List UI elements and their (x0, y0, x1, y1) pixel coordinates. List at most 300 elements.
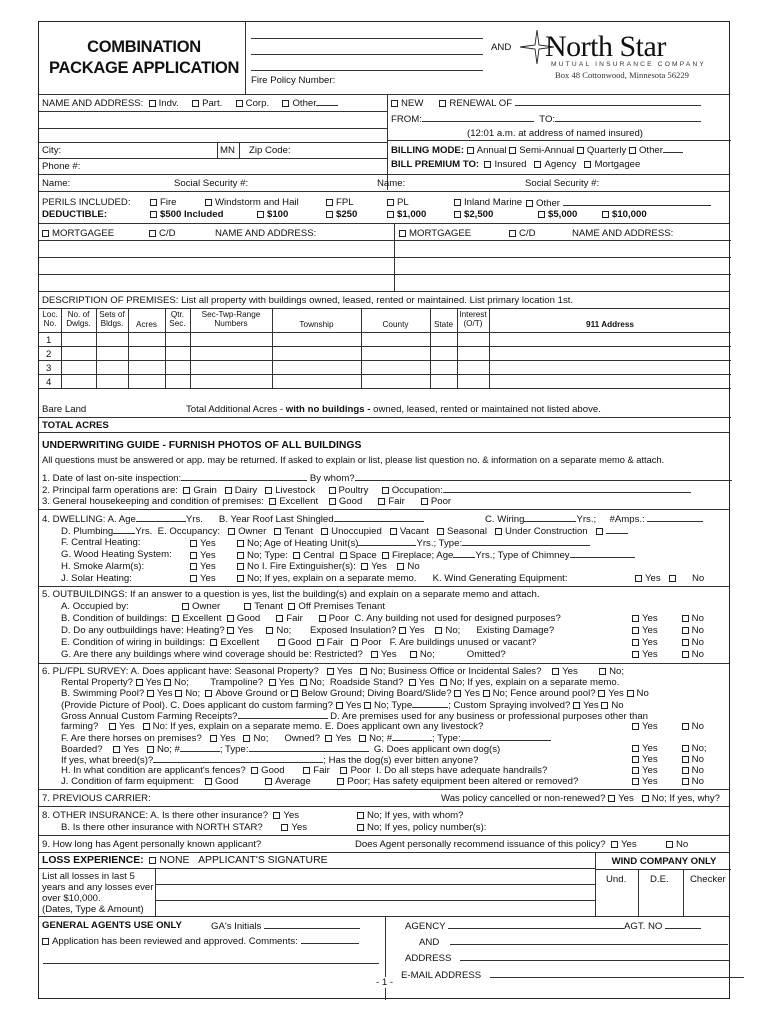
checkbox[interactable] (359, 735, 366, 742)
yes-label: Yes (156, 688, 173, 699)
checkbox[interactable] (669, 575, 676, 582)
q7 (42, 793, 151, 804)
checkbox[interactable] (484, 161, 491, 168)
checkbox[interactable] (136, 679, 143, 686)
checkbox[interactable] (526, 200, 533, 207)
q4-row-f (61, 537, 140, 548)
field-line[interactable] (238, 710, 328, 719)
field-line[interactable] (355, 472, 732, 481)
q4-row-j-answers (190, 573, 567, 584)
peril-pl (387, 197, 409, 208)
checkbox[interactable] (399, 627, 406, 634)
field-line[interactable] (422, 113, 534, 122)
good-label: Good (215, 776, 239, 787)
checkbox[interactable] (336, 702, 343, 709)
field-line[interactable] (181, 472, 307, 481)
checkbox[interactable] (437, 528, 444, 535)
field-line[interactable] (448, 920, 624, 929)
name-label[interactable]: Name: (42, 178, 71, 189)
spraying-label: ; Custom Spraying involved? (448, 700, 571, 711)
peril-other (526, 197, 711, 209)
checkbox[interactable] (421, 498, 428, 505)
q5g: G. Are there any buildings where wind coverage should be: Restricted? Yes No; Omitted? (61, 649, 506, 660)
checkbox[interactable] (150, 199, 157, 206)
q6-farming (61, 721, 483, 732)
checkbox[interactable] (632, 627, 639, 634)
checkbox[interactable] (682, 639, 689, 646)
checkbox[interactable] (454, 690, 461, 697)
q5a (61, 601, 129, 612)
tenant-label: Tenant (254, 601, 284, 612)
loss-title (42, 855, 328, 867)
checkbox[interactable] (317, 639, 324, 646)
checkbox[interactable] (190, 552, 197, 559)
checkbox[interactable] (172, 615, 179, 622)
q5e-label: E. Condition of wiring in buildings: (61, 637, 205, 648)
name2-label[interactable]: Name: (377, 178, 406, 189)
bill-premium-label: BILL PREMIUM TO: (391, 159, 480, 170)
checkbox[interactable] (282, 100, 289, 107)
q6bo-label: No; # (156, 744, 180, 755)
checkbox[interactable] (205, 199, 212, 206)
checkbox[interactable] (113, 746, 120, 753)
ded-100-label: $100 (267, 209, 289, 220)
checkbox[interactable] (399, 230, 406, 237)
col-loc: Loc. No. (42, 310, 58, 329)
checkbox[interactable] (632, 756, 639, 763)
fence-label: No; Fence around pool? (492, 688, 596, 699)
checkbox[interactable] (632, 745, 639, 752)
checkbox[interactable] (325, 735, 332, 742)
mortgagee-2-name-label: NAME AND ADDRESS: (572, 228, 674, 239)
checkbox[interactable] (632, 639, 639, 646)
ded-1000 (387, 209, 426, 220)
q5d: D. Do any outbuildings have: Heating? Yes No; Exposed Insulation? Yes No; Existing Damage? (61, 625, 555, 636)
checkbox[interactable] (293, 552, 300, 559)
amps-label: #Amps.: (609, 514, 645, 525)
mortgagee-1 (42, 228, 114, 239)
fireplace-label: Fireplace; Age (392, 550, 454, 561)
checkbox[interactable] (682, 767, 689, 774)
yes-label: Yes (642, 765, 658, 776)
ded-500-label: $500 Included (160, 209, 224, 220)
field-line[interactable] (515, 97, 701, 106)
checkbox[interactable] (276, 615, 283, 622)
omitted-label: Omitted? (466, 649, 506, 660)
checkbox[interactable] (281, 824, 288, 831)
checkbox[interactable] (236, 100, 243, 107)
checkbox[interactable] (42, 938, 49, 945)
field-line[interactable] (461, 732, 551, 741)
checkbox[interactable] (440, 679, 447, 686)
checkbox[interactable] (387, 211, 394, 218)
applicant-signature-label[interactable]: APPLICANT'S SIGNATURE (198, 855, 328, 866)
field-line[interactable] (647, 513, 703, 522)
checkbox[interactable] (300, 679, 307, 686)
field-line[interactable] (301, 935, 359, 944)
checkbox[interactable] (149, 100, 156, 107)
q8a-no (357, 810, 464, 821)
checkbox[interactable] (351, 639, 358, 646)
loss-experience-label: LOSS EXPERIENCE: (42, 855, 144, 866)
tenant-label: Tenant (284, 526, 314, 537)
checkbox[interactable] (149, 230, 156, 237)
peril-inland (454, 197, 522, 208)
uw-note: All questions must be answered or app. may be returned. If asked to explain or list, please list question no. & information on a separate memo & attach. (42, 455, 665, 465)
checkbox[interactable] (237, 552, 244, 559)
bare-land-label: Bare Land (42, 404, 87, 415)
peril-fpl (326, 197, 354, 208)
checkbox[interactable] (552, 668, 559, 675)
total-acres-label: TOTAL ACRES (42, 420, 109, 431)
field-line[interactable] (555, 113, 701, 122)
checkbox[interactable] (666, 841, 673, 848)
checkbox[interactable] (602, 211, 609, 218)
checkbox[interactable] (269, 679, 276, 686)
field-line[interactable] (180, 743, 220, 752)
checkbox[interactable] (340, 767, 347, 774)
ssn2-label[interactable]: Social Security #: (525, 178, 600, 189)
yes-label: Yes (409, 625, 425, 636)
checkbox[interactable] (227, 627, 234, 634)
from-label: FROM: (391, 114, 422, 125)
q3-label: 3. General housekeeping and condition of premises: (42, 496, 264, 507)
checkbox[interactable] (382, 552, 389, 559)
checkbox[interactable] (327, 668, 334, 675)
field-line[interactable] (665, 920, 701, 929)
checkbox[interactable] (632, 778, 639, 785)
q5b (61, 613, 561, 624)
q6i-label: I. Do all steps have adequate handrails? (376, 765, 548, 776)
checkbox[interactable] (273, 812, 280, 819)
checkbox[interactable] (409, 679, 416, 686)
ssn-label[interactable]: Social Security #: (174, 178, 249, 189)
pl-label: PL (397, 197, 409, 208)
checkbox[interactable] (326, 199, 333, 206)
checkbox[interactable] (483, 690, 490, 697)
col-str: Sec-Twp-Range Numbers (201, 310, 261, 329)
checkbox[interactable] (109, 723, 116, 730)
field-line[interactable] (524, 513, 576, 522)
checkbox[interactable] (147, 690, 154, 697)
checkbox[interactable] (265, 778, 272, 785)
field-line[interactable] (412, 699, 448, 708)
perils-included-label: PERILS INCLUDED: (42, 197, 131, 208)
total-add-post: owned, leased, rented or maintained not listed above. (373, 404, 601, 415)
checkbox[interactable] (509, 230, 516, 237)
q5c-answers (632, 613, 704, 624)
checkbox[interactable] (454, 199, 461, 206)
field-line[interactable] (358, 537, 416, 546)
form-title-line1: COMBINATION (87, 38, 201, 56)
field-line[interactable] (490, 969, 744, 978)
checkbox[interactable] (509, 147, 516, 154)
checkbox[interactable] (682, 651, 689, 658)
q3 (42, 496, 451, 507)
field-line[interactable] (450, 936, 728, 945)
checkbox[interactable] (182, 603, 189, 610)
checkbox[interactable] (682, 627, 689, 634)
checkbox[interactable] (190, 540, 197, 547)
no-label: No (691, 637, 704, 648)
checkbox[interactable] (243, 735, 250, 742)
checkbox[interactable] (291, 690, 298, 697)
city-label[interactable]: City: (42, 145, 62, 156)
fire-policy-label[interactable]: Fire Policy Number: (251, 75, 336, 86)
yes-label: Yes (642, 754, 658, 765)
excellent-label: Excellent (220, 637, 260, 648)
checkbox[interactable] (265, 487, 272, 494)
checkbox[interactable] (192, 100, 199, 107)
checkbox[interactable] (632, 723, 639, 730)
q4-row-g-answers (190, 549, 635, 561)
checkbox[interactable] (611, 841, 618, 848)
checkbox[interactable] (454, 211, 461, 218)
checkbox[interactable] (227, 615, 234, 622)
checkbox[interactable] (682, 615, 689, 622)
q4i-label: No I. Fire Extinguisher(s): (246, 561, 356, 572)
checkbox[interactable] (205, 690, 212, 697)
no-label: No (185, 688, 198, 699)
checkbox[interactable] (164, 679, 171, 686)
phone-label[interactable]: Phone #: (42, 161, 81, 172)
no-label: No (174, 677, 187, 688)
checkbox[interactable] (397, 563, 404, 570)
q6p2-label: No; Type (373, 700, 413, 711)
bitten-label: ; Has the dog(s) ever bitten anyone? (323, 755, 479, 766)
checkbox[interactable] (632, 767, 639, 774)
poor-label: Poor (430, 496, 452, 507)
checkbox[interactable] (467, 147, 474, 154)
field-line[interactable] (606, 525, 628, 534)
field-line[interactable] (334, 513, 424, 522)
good-label: Good (287, 637, 312, 648)
field-line[interactable] (153, 754, 323, 763)
checkbox[interactable] (237, 540, 244, 547)
checkbox[interactable] (357, 824, 364, 831)
q5c-label: C. Any building not used for designed purposes? (354, 613, 561, 624)
uw-title: UNDERWRITING GUIDE - FURNISH PHOTOS OF ALL BUILDINGS (42, 440, 362, 451)
checkbox[interactable] (175, 690, 182, 697)
q4f3-label: Yrs.; Type: (416, 538, 463, 549)
checkbox[interactable] (601, 702, 608, 709)
checkbox[interactable] (642, 795, 649, 802)
fair-label: Fair (313, 765, 330, 776)
quarterly-label: Quarterly (586, 145, 627, 156)
checkbox[interactable] (205, 778, 212, 785)
q8a (42, 810, 299, 821)
checkbox[interactable] (382, 487, 389, 494)
checkbox[interactable] (257, 211, 264, 218)
checkbox[interactable] (361, 563, 368, 570)
yes-label: Yes (464, 688, 480, 699)
q4-row-f-answers (190, 537, 590, 549)
checkbox[interactable] (364, 702, 371, 709)
poor-label: Poor (361, 637, 382, 648)
yes-label: Yes (200, 561, 216, 572)
q6d-label: D. Are premises used for any business or professional purposes other than (330, 711, 649, 722)
field-line[interactable] (392, 732, 432, 741)
q6e-label: No: If yes, explain on a separate memo. E. Does applicant own any livestock? (152, 721, 484, 732)
ded-1000-label: $1,000 (397, 209, 427, 220)
field-line[interactable] (663, 144, 683, 153)
field-line[interactable] (136, 513, 186, 522)
checkbox[interactable] (577, 147, 584, 154)
field-line[interactable] (443, 484, 691, 493)
checkbox[interactable] (237, 563, 244, 570)
q4f2-label: No; Age of Heating Unit(s) (246, 538, 359, 549)
checkbox[interactable] (288, 603, 295, 610)
checkbox[interactable] (269, 498, 276, 505)
vacant-label: Vacant (399, 526, 429, 537)
checkbox[interactable] (534, 161, 541, 168)
field-line[interactable] (264, 920, 360, 929)
average-label: Average (275, 776, 311, 787)
checkbox[interactable] (147, 746, 154, 753)
checkbox[interactable] (326, 211, 333, 218)
checkbox[interactable] (632, 651, 639, 658)
field-line[interactable] (113, 525, 135, 534)
checkbox[interactable] (237, 575, 244, 582)
poor-label: Poor (328, 613, 350, 624)
checkbox[interactable] (183, 487, 190, 494)
ded-10000-label: $10,000 (612, 209, 647, 220)
checkbox[interactable] (584, 161, 591, 168)
checkbox[interactable] (378, 498, 385, 505)
checkbox[interactable] (596, 528, 603, 535)
field-line[interactable] (453, 549, 475, 558)
checkbox[interactable] (319, 615, 326, 622)
owner-label: Owner (192, 601, 221, 612)
checkbox[interactable] (266, 627, 273, 634)
checkbox[interactable] (357, 812, 364, 819)
yes-label: Yes (200, 573, 216, 584)
checkbox[interactable] (251, 767, 258, 774)
col-qtr: Qtr. Sec. (169, 310, 186, 329)
checkbox[interactable] (321, 528, 328, 535)
checkbox[interactable] (42, 230, 49, 237)
no-label: No (276, 625, 289, 636)
q5f-label: Are buildings unused or vacant? (399, 637, 537, 648)
insured-label: Insured (494, 159, 527, 170)
q6g-answers: Yes No; (632, 743, 707, 754)
checkbox[interactable] (190, 563, 197, 570)
space-label: Space (349, 550, 377, 561)
checkbox[interactable] (149, 857, 156, 864)
checkbox[interactable] (371, 651, 378, 658)
field-line[interactable] (563, 197, 711, 206)
good-label: Good (236, 613, 261, 624)
q6g-label: G. Does applicant own dog(s) (373, 744, 501, 755)
q6-equipment (61, 776, 578, 787)
q1 (42, 472, 732, 484)
no-label: No (419, 649, 433, 660)
company-logo: North Star (545, 30, 666, 63)
owned-label: Owned? (284, 733, 321, 744)
farming-label: farming? (61, 721, 99, 732)
field-line[interactable] (460, 952, 730, 961)
q5: 5. OUTBUILDINGS: If an answer to a question is yes, list the building(s) and explain on a separate memo and attach. (42, 589, 540, 600)
checkbox[interactable] (627, 690, 634, 697)
checkbox[interactable] (435, 627, 442, 634)
checkbox[interactable] (538, 211, 545, 218)
checkbox[interactable] (573, 702, 580, 709)
breed-label: If yes, what breed(s)? (61, 755, 154, 766)
checkbox[interactable] (682, 778, 689, 785)
boarded-label: Boarded? (61, 744, 103, 755)
checkbox[interactable] (635, 575, 642, 582)
zip-label[interactable]: Zip Code: (249, 145, 291, 156)
loss-instructions-2: years and any losses ever (42, 882, 154, 893)
checkbox[interactable] (303, 767, 310, 774)
no-label: No (445, 625, 458, 636)
checkbox[interactable] (360, 668, 367, 675)
checkbox[interactable] (210, 735, 217, 742)
checkbox[interactable] (608, 795, 615, 802)
checkbox[interactable] (143, 723, 150, 730)
checkbox[interactable] (495, 528, 502, 535)
checkbox[interactable] (228, 528, 235, 535)
q6a2-label: No; Business Office or Incidental Sales? (370, 666, 542, 677)
checker-label: Checker (690, 874, 726, 885)
swimming-pool-label: B. Swimming Pool? (61, 688, 145, 699)
q4g2-label: No; Type: (246, 550, 288, 561)
under-construction-label: Under Construction (504, 526, 588, 537)
yes-label: Yes (371, 561, 387, 572)
q7-cancelled (441, 793, 720, 804)
checkbox[interactable] (682, 723, 689, 730)
field-line[interactable] (316, 97, 338, 106)
checkbox[interactable] (439, 100, 446, 107)
checkbox[interactable] (337, 778, 344, 785)
field-line[interactable] (462, 537, 590, 546)
yes-label: Yes (200, 538, 216, 549)
checkbox[interactable] (391, 100, 398, 107)
poor-label: Poor (350, 765, 371, 776)
checkbox[interactable] (210, 639, 217, 646)
checkbox[interactable] (244, 603, 251, 610)
yes-label: Yes (200, 550, 216, 561)
checkbox[interactable] (329, 487, 336, 494)
field-line[interactable] (249, 743, 369, 752)
checkbox[interactable] (682, 745, 689, 752)
q6a (42, 666, 624, 677)
checkbox[interactable] (190, 575, 197, 582)
checkbox[interactable] (632, 615, 639, 622)
checkbox[interactable] (387, 199, 394, 206)
yes-label: Yes (642, 721, 658, 732)
checkbox[interactable] (410, 651, 417, 658)
rental-label: Rental Property? (61, 677, 133, 688)
field-line[interactable] (570, 549, 635, 558)
checkbox[interactable] (340, 552, 347, 559)
checkbox[interactable] (274, 528, 281, 535)
checkbox[interactable] (278, 639, 285, 646)
checkbox[interactable] (598, 690, 605, 697)
checkbox[interactable] (390, 528, 397, 535)
checkbox[interactable] (629, 147, 636, 154)
ded-5000 (538, 209, 577, 220)
checkbox[interactable] (599, 668, 606, 675)
checkbox[interactable] (225, 487, 232, 494)
divider (245, 22, 246, 94)
checkbox[interactable] (682, 756, 689, 763)
checkbox[interactable] (329, 498, 336, 505)
col-interest: Interest (O/T) (459, 310, 487, 329)
q5a-answers (182, 601, 385, 612)
address-label: ADDRESS (405, 953, 452, 964)
checkbox[interactable] (150, 211, 157, 218)
